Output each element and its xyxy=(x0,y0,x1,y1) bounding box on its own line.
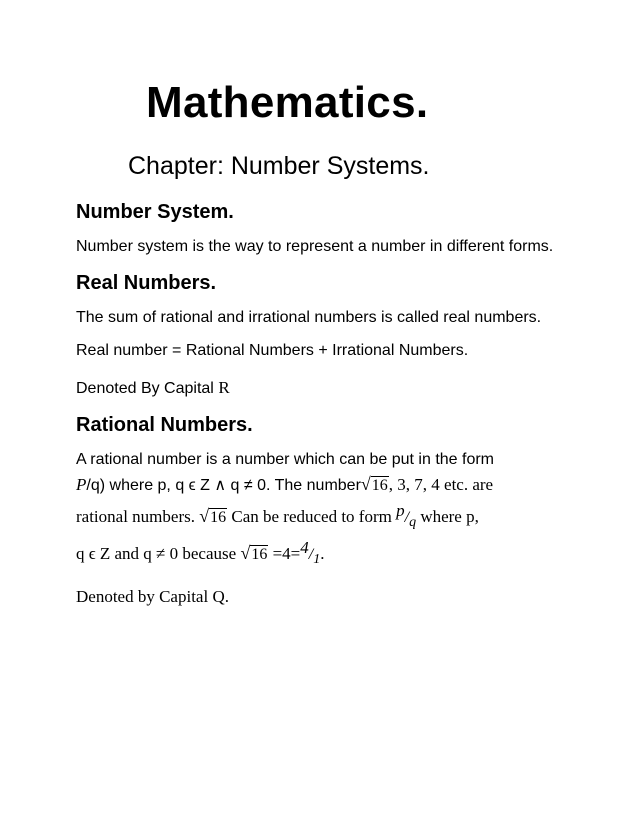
fraction-p-over-q: $^p/_q$ xyxy=(396,501,417,530)
rational-intro: A rational number is a number which can be put in the form xyxy=(76,451,494,468)
rational-denoted: Denoted by Capital Q. xyxy=(76,587,229,606)
document-title: Mathematics. xyxy=(146,78,429,127)
rational-examples: , 3, 7, 4 etc. are xyxy=(388,475,494,494)
frac-numerator: 4 xyxy=(300,538,309,557)
chapter-subtitle: Chapter: Number Systems. xyxy=(128,152,430,180)
rational-form-end: /q) where p, q ϵ Z ∧ q ≠ 0. The number xyxy=(86,477,361,494)
fraction-4-over-1: $^4/_1$ xyxy=(300,538,321,567)
frac-denominator: q xyxy=(409,515,417,530)
denoted-prefix: Denoted By Capital xyxy=(76,380,219,397)
rational-equals: =4= xyxy=(268,544,301,563)
radicand: 16 xyxy=(251,546,268,563)
p-symbol: P xyxy=(76,475,87,494)
radicand: 16 xyxy=(371,477,388,494)
rational-where: where p, xyxy=(416,507,479,526)
rational-period: . xyxy=(320,544,325,563)
section-heading-rational-numbers: Rational Numbers. xyxy=(76,414,253,436)
real-numbers-body: The sum of rational and irrational numbers is called real numbers. xyxy=(76,309,542,326)
real-symbol: R xyxy=(218,378,230,397)
sqrt-16-a: √16 xyxy=(360,474,388,494)
document-content xyxy=(76,198,576,609)
radicand: 16 xyxy=(210,509,227,526)
real-numbers-denoted xyxy=(76,375,576,401)
rational-can-be: Can be reduced to form xyxy=(227,507,397,526)
section-heading-number-system: Number System. xyxy=(76,201,234,223)
rational-line3-start: rational numbers. xyxy=(76,507,200,526)
rational-line4-start: q ϵ Z and q ≠ 0 because xyxy=(76,544,241,563)
frac-denominator: 1 xyxy=(313,552,321,567)
sqrt-16-b: √16 xyxy=(199,506,227,526)
sqrt-16-c: √16 xyxy=(240,543,268,563)
number-system-body: Number system is the way to represent a number in different forms. xyxy=(76,238,554,255)
section-heading-real-numbers: Real Numbers. xyxy=(76,272,217,294)
frac-numerator: p xyxy=(396,501,405,520)
rational-numbers-body xyxy=(76,447,576,572)
real-numbers-formula: Real number = Rational Numbers + Irrational Numbers. xyxy=(76,342,469,359)
